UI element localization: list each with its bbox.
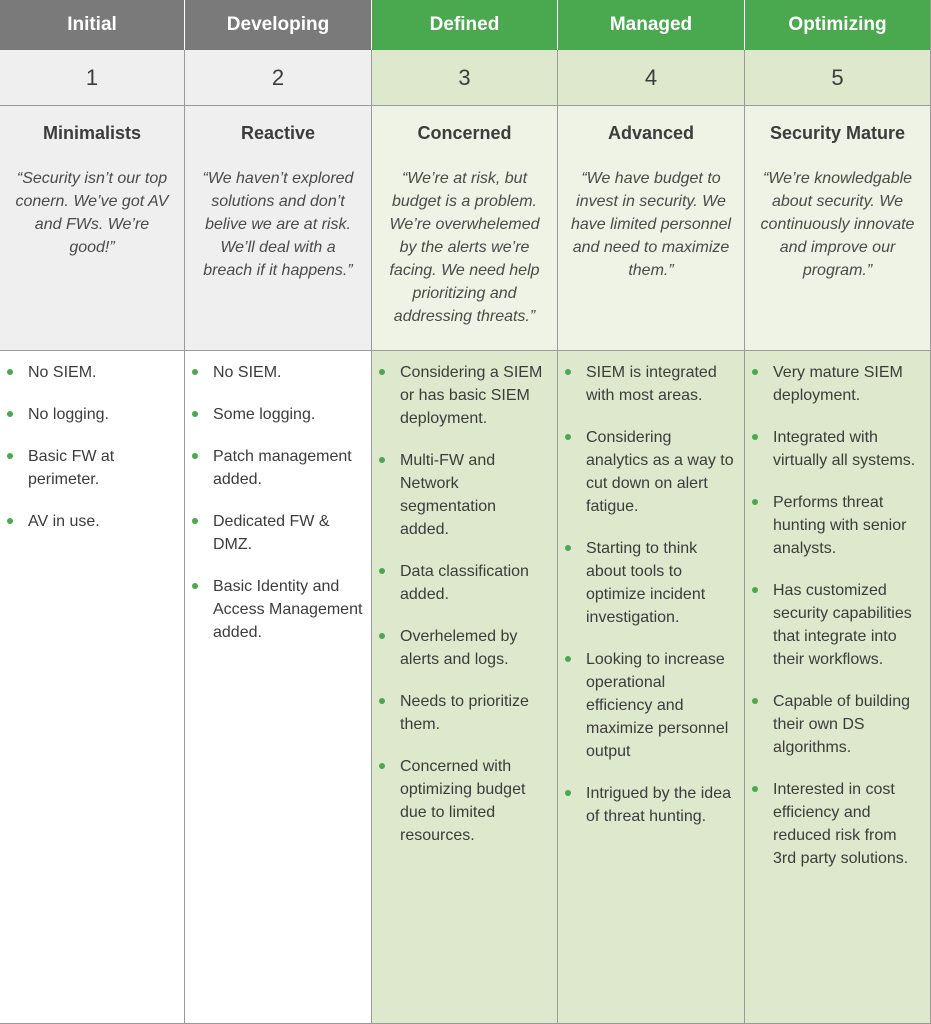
list-item: AV in use. (0, 510, 176, 533)
profile-cell-5 (745, 106, 931, 351)
stage-number-2: 2 (185, 50, 372, 106)
stage-header-optimizing: Optimizing (745, 0, 931, 50)
profile-title: Concerned (417, 123, 512, 143)
capability-list-5 (745, 351, 931, 1024)
bullet-dot-icon (752, 786, 758, 792)
bullet-dot-icon (379, 369, 385, 375)
list-item: No SIEM. (185, 361, 363, 384)
list-item: SIEM is integrated with most areas. (558, 361, 736, 407)
bullet-dot-icon (7, 453, 13, 459)
profile-title: Reactive (240, 123, 316, 143)
list-item: Needs to prioritize them. (372, 690, 549, 736)
list-item: Patch management added. (185, 445, 363, 491)
bullet-dot-icon (7, 369, 13, 375)
list-item: Has customized security capabilities that integrate into their workflows. (745, 579, 922, 671)
list-item: Capable of building their own DS algorithms. (745, 690, 922, 759)
bullet-dot-icon (565, 545, 571, 551)
profile-title: Advanced (607, 123, 695, 143)
capability-list-1 (0, 351, 185, 1024)
list-item: Interested in cost efficiency and reduced risk from 3rd party solutions. (745, 778, 922, 870)
bullet-dot-icon (752, 698, 758, 704)
profile-cell-4 (558, 106, 745, 351)
profile-quote: “We’re at risk, but budget is a problem. We’re overwhelemed by the alerts we’re facing. We need help prioritizing and addressing threats.” (389, 170, 540, 325)
bullet-dot-icon (565, 790, 571, 796)
list-item: Overhelemed by alerts and logs. (372, 625, 549, 671)
profile-quote: “Security isn’t our top conern. We’ve got AV and FWs. We’re good!” (15, 170, 169, 256)
profile-title: Minimalists (42, 123, 142, 143)
profile-quote: “We have budget to invest in security. We have limited personnel and need to maximize them.” (570, 170, 732, 279)
list-item: Integrated with virtually all systems. (745, 426, 922, 472)
bullet-dot-icon (192, 518, 198, 524)
list-item: Starting to think about tools to optimize incident investigation. (558, 537, 736, 629)
bullet-dot-icon (192, 453, 198, 459)
stage-number-5: 5 (745, 50, 931, 106)
list-item: Considering a SIEM or has basic SIEM deployment. (372, 361, 549, 430)
bullet-dot-icon (565, 434, 571, 440)
list-item: Looking to increase operational efficiency and maximize personnel output (558, 648, 736, 763)
bullet-dot-icon (379, 763, 385, 769)
list-item: Dedicated FW & DMZ. (185, 510, 363, 556)
bullet-dot-icon (379, 457, 385, 463)
profile-cell-1 (0, 106, 185, 351)
bullet-dot-icon (7, 411, 13, 417)
profile-quote: “We’re knowledgable about security. We continuously innovate and improve our program.” (760, 170, 915, 279)
stage-header-developing: Developing (185, 0, 372, 50)
stage-header-managed: Managed (558, 0, 745, 50)
bullet-dot-icon (7, 518, 13, 524)
stage-number-1: 1 (0, 50, 185, 106)
list-item: Some logging. (185, 403, 363, 426)
profile-quote: “We haven’t explored solutions and don’t belive we are at risk. We’ll deal with a breach if it happens.” (202, 170, 354, 279)
list-item: Basic Identity and Access Management added. (185, 575, 363, 644)
list-item: Considering analytics as a way to cut down on alert fatigue. (558, 426, 736, 518)
bullet-dot-icon (752, 499, 758, 505)
stage-header-initial: Initial (0, 0, 185, 50)
list-item: Concerned with optimizing budget due to limited resources. (372, 755, 549, 847)
list-item: Very mature SIEM deployment. (745, 361, 922, 407)
profile-cell-3 (372, 106, 558, 351)
bullet-dot-icon (379, 698, 385, 704)
capability-list-2 (185, 351, 372, 1024)
bullet-dot-icon (752, 434, 758, 440)
list-item: Data classification added. (372, 560, 549, 606)
bullet-dot-icon (565, 369, 571, 375)
bullet-dot-icon (379, 568, 385, 574)
list-item: Basic FW at perimeter. (0, 445, 176, 491)
bullet-dot-icon (379, 633, 385, 639)
list-item: No SIEM. (0, 361, 176, 384)
bullet-dot-icon (192, 369, 198, 375)
list-item: Performs threat hunting with senior analysts. (745, 491, 922, 560)
list-item: No logging. (0, 403, 176, 426)
list-item: Multi-FW and Network segmentation added. (372, 449, 549, 541)
capability-list-3 (372, 351, 558, 1024)
bullet-dot-icon (192, 583, 198, 589)
stage-header-defined: Defined (372, 0, 558, 50)
profile-title: Security Mature (769, 123, 906, 143)
stage-number-4: 4 (558, 50, 745, 106)
list-item: Intrigued by the idea of threat hunting. (558, 782, 736, 828)
profile-cell-2 (185, 106, 372, 351)
bullet-dot-icon (752, 369, 758, 375)
bullet-dot-icon (192, 411, 198, 417)
bullet-dot-icon (752, 587, 758, 593)
capability-list-4 (558, 351, 745, 1024)
bullet-dot-icon (565, 656, 571, 662)
stage-number-3: 3 (372, 50, 558, 106)
